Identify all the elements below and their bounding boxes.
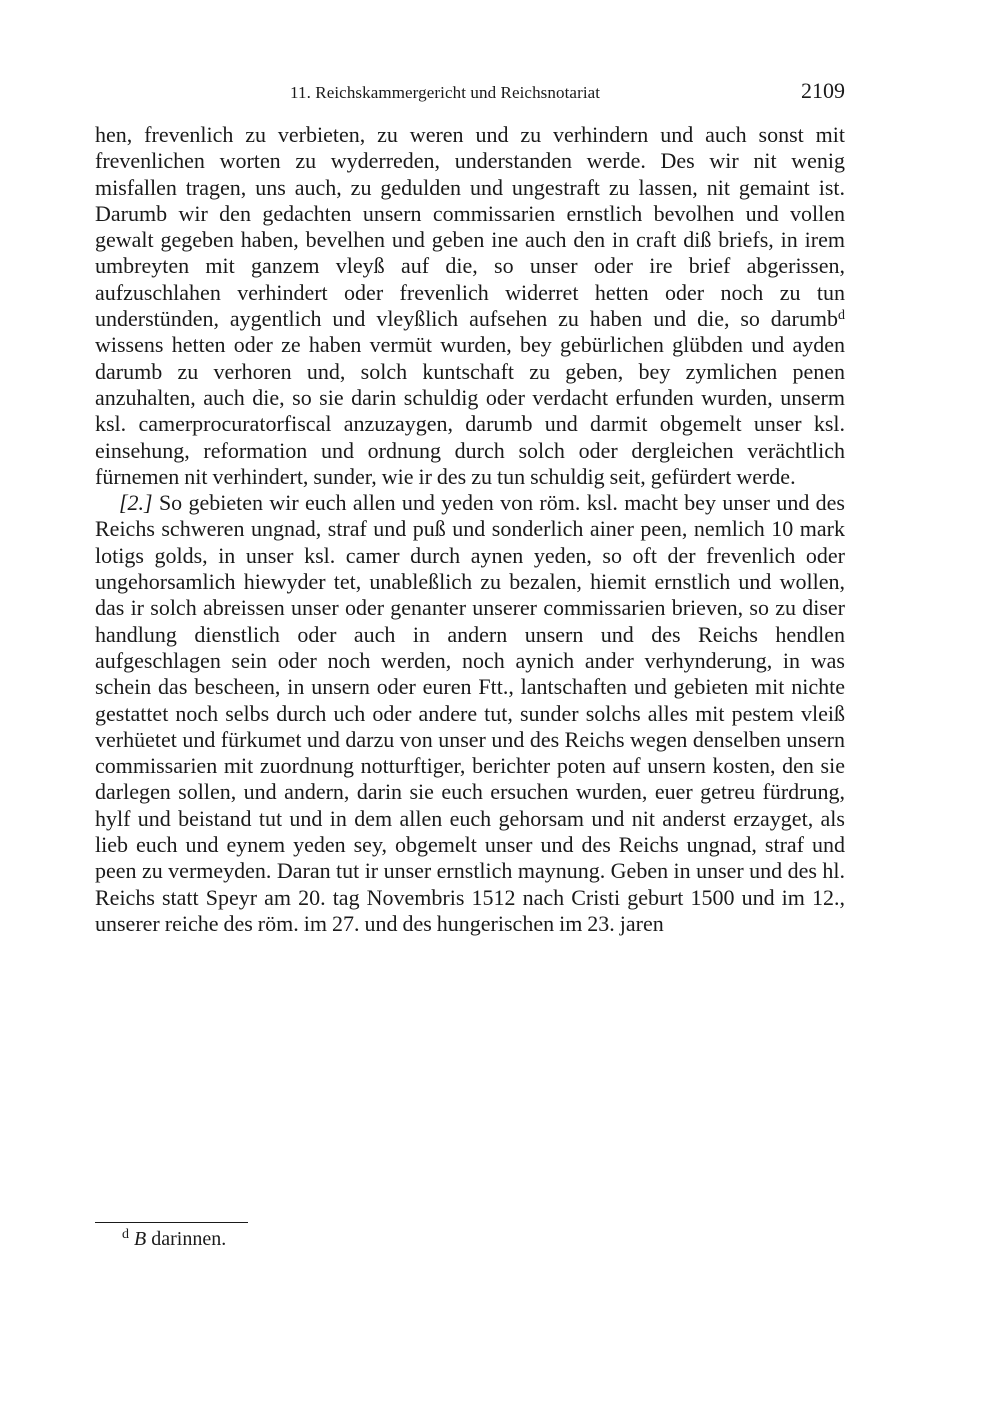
- running-title: 11. Reichskammergericht und Reichsnotariat: [290, 83, 601, 102]
- footnote-sign: d: [122, 1227, 129, 1242]
- paragraph-2: [95, 490, 845, 937]
- section-marker: [2.]: [119, 490, 153, 516]
- main-text: [95, 122, 845, 937]
- paragraph-2-text: So gebieten wir euch allen und yeden von röm. ksl. macht bey unser und des Reichs schweren ungnad, straf und puß und sonderlich ainer peen, nemlich 10 mark lotigs golds, in unser ksl. camer durch aynen yeden, so oft der frevenlich oder ungehorsamlich hiewyder tet, unableßlich zu bezalen, hiemit ernstlich und wollen, das ir solch abreissen unser oder genanter unserer commissarien brieven, so zu diser handlung dienstlich oder auch in andern unsern und des Reichs hendlen aufgeschlagen sein oder noch werden, noch aynich ander verhynderung, in was schein das bescheen, in unsern oder euren Ftt., lantschaften und gebieten mit nichte gestattet noch selbs durch uch oder andere tut, sunder solchs alles mit pestem vleiß verhüetet und fürkumet und darzu von unser und des Reichs wegen denselben unsern commissarien mit zuordnung notturftiger, berichter poten auf unsern kosten, den sie darlegen sollen, und andern, darin sie euch ersuchen wurden, euer getreu fürdrung, hylf und beistand tut und in dem allen euch gehorsam und nit anderst erzayget, als lieb euch und eynem yeden sey, obgemelt unser und des Reichs ungnad, straf und peen zu vermeyden. Daran tut ir unser ernstlich maynung. Geben in unser und des hl. Reichs statt Speyr am 20. tag Novembris 1512 nach Cristi geburt 1500 und im 12., unserer reiche des röm. im 27. und des hungerischen im 23. jaren: [95, 490, 845, 936]
- footnote-sign-d: d: [838, 308, 845, 324]
- footnote-witness: B: [134, 1228, 147, 1250]
- paragraph-1-text-b: wissens hetten oder ze haben vermüt wurden, bey gebürlichen glübden und ayden darumb zu verhoren und, solch kuntschaft zu geben, bey zymlichen penen anzuhalten, auch die, so sie darin schuldig oder verdacht erfunden wurden, unserm ksl. camerprocuratorfiscal anzuzaygen, darumb und darmit obgemelt unser ksl. einsehung, reformation und ordnung durch solch oder dergleichen verächtlich fürnemen nit verhindert, sunder, wie ir des zu tun schuldig seit, gefürdert werde.: [95, 332, 845, 489]
- page-header: [95, 78, 845, 110]
- page-number: 2109: [801, 78, 845, 103]
- footnote-d: [122, 1226, 226, 1252]
- document-page: [95, 78, 845, 937]
- paragraph-1: [95, 122, 845, 490]
- footnote-text: darinnen.: [146, 1228, 227, 1250]
- paragraph-1-text-a: hen, frevenlich zu verbieten, zu weren und zu verhindern und auch sonst mit frevenlichen worten zu wyderreden, understanden werde. Des wir nit wenig misfallen tragen, uns auch, zu gedulden und ungestraft zu lassen, nit gemaint ist. Darumb wir den gedachten unsern commissarien ernstlich bevolhen und vollen gewalt gegeben haben, bevelhen und geben ine auch den in craft diß briefs, in irem umbreyten mit ganzem vleyß auf die, so unser oder ire brief abgerissen, aufzuschlahen verhindert oder frevenlich widerret hetten oder noch zu tun understünden, aygentlich und vleyßlich aufsehen zu haben und die, so darumb: [95, 122, 845, 332]
- footnote-divider: [95, 1222, 248, 1223]
